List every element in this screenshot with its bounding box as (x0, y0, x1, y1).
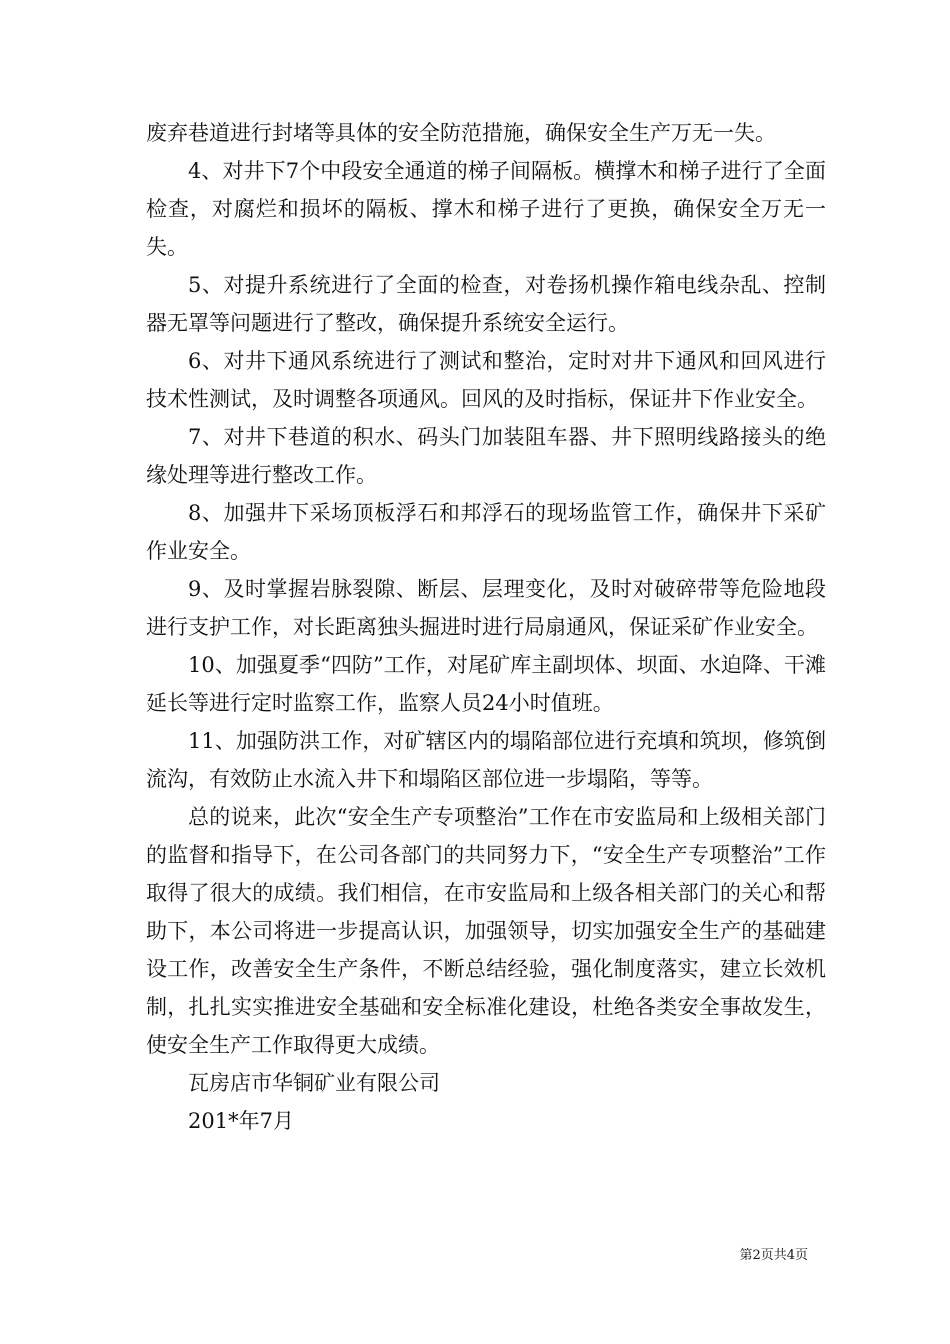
paragraph-continuation: 废弃巷道进行封堵等具体的安全防范措施，确保安全生产万无一失。 (146, 121, 776, 145)
paragraph-summary: 总的说来，此次“安全生产专项整治”工作在市安监局和上级相关部门的监督和指导下，在公司各部门的共同努力下，“安全生产专项整治”工作取得了很大的成绩。我们相信，在市安监局和上级各相关部门的关心和帮助下，本公司将进一步提高认识，加强领导，切实加强安全生产的基础建设工作，改善安全生产条件，不断总结经验，强化制度落实，建立长效机制，扎扎实实推进安全基础和安全标准化建设，杜绝各类安全事故发生，使安全生产工作取得更大成绩。 (146, 805, 826, 1057)
signature-date: 201*年7月 (188, 1109, 294, 1133)
paragraph-item-9: 9、及时掌握岩脉裂隙、断层、层理变化，及时对破碎带等危险地段进行支护工作，对长距离独头掘进时进行局扇通风，保证采矿作业安全。 (146, 577, 826, 639)
paragraph-item-5: 5、对提升系统进行了全面的检查，对卷扬机操作箱电线杂乱、控制器无罩等问题进行了整改，确保提升系统安全运行。 (146, 273, 826, 335)
paragraph-item-11: 11、加强防洪工作，对矿辖区内的塌陷部位进行充填和筑坝，修筑倒流沟，有效防止水流入井下和塌陷区部位进一步塌陷，等等。 (146, 729, 826, 791)
paragraph-item-6: 6、对井下通风系统进行了测试和整治，定时对井下通风和回风进行技术性测试，及时调整各项通风。回风的及时指标，保证井下作业安全。 (146, 349, 826, 411)
document-body (146, 114, 826, 1140)
signature-company: 瓦房店市华铜矿业有限公司 (188, 1071, 440, 1095)
paragraph-item-8: 8、加强井下采场顶板浮石和邦浮石的现场监管工作，确保井下采矿作业安全。 (146, 501, 826, 563)
paragraph-item-10: 10、加强夏季“四防”工作，对尾矿库主副坝体、坝面、水迫降、干滩延长等进行定时监察工作，监察人员24小时值班。 (146, 653, 826, 715)
paragraph-item-4: 4、对井下7个中段安全通道的梯子间隔板。横撑木和梯子进行了全面检查，对腐烂和损坏的隔板、撑木和梯子进行了更换，确保安全万无一失。 (146, 159, 826, 259)
page-number: 第2页共4页 (739, 1248, 808, 1263)
paragraph-item-7: 7、对井下巷道的积水、码头门加装阻车器、井下照明线路接头的绝缘处理等进行整改工作。 (146, 425, 826, 487)
